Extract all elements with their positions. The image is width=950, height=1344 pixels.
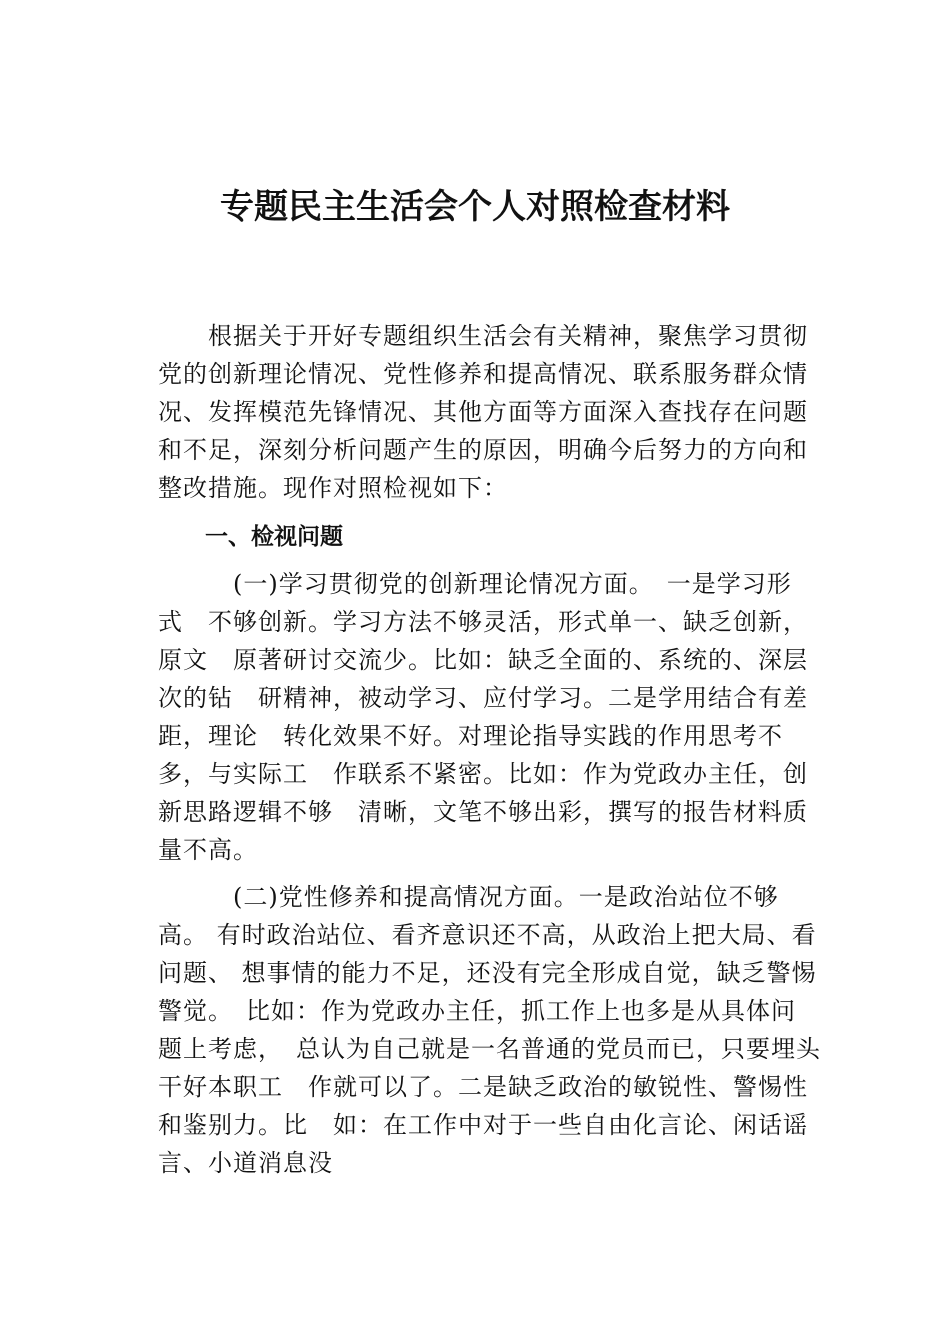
text-line: 言、小道消息没 — [158, 1149, 333, 1177]
intro-paragraph — [158, 317, 834, 507]
text-line: 式 不够创新。学习方法不够灵活，形式单一、缺乏创新， — [158, 608, 808, 636]
intro-text — [158, 317, 834, 507]
text-line: 高。 有时政治站位、看齐意识还不高，从政治上把大局、看 — [158, 921, 817, 949]
document-title: 专题民主生活会个人对照检查材料 — [220, 187, 730, 227]
text-line: 距，理论 转化效果不好。对理论指导实践的作用思考不 — [158, 722, 783, 750]
section-1-paragraph — [158, 565, 834, 869]
text-line: 根据关于开好专题组织生活会有关精神，聚焦学习贯彻 — [158, 322, 808, 350]
section-2-text — [158, 878, 834, 1182]
text-line: 警觉。 比如：作为党政办主任，抓工作上也多是从具体问 — [158, 997, 796, 1025]
section-2-paragraph — [158, 878, 834, 1182]
section-1-text — [158, 565, 834, 869]
section-heading: 一、检视问题 — [205, 524, 343, 550]
text-line: 次的钻 研精神，被动学习、应付学习。二是学用结合有差 — [158, 684, 808, 712]
text-line: 多，与实际工 作联系不紧密。比如：作为党政办主任，创 — [158, 760, 808, 788]
text-line: 问题、 想事情的能力不足，还没有完全形成自觉，缺乏警惕 — [158, 959, 817, 987]
text-line: 新思路逻辑不够 清晰，文笔不够出彩，撰写的报告材料质 — [158, 798, 808, 826]
text-line: 整改措施。现作对照检视如下： — [158, 474, 508, 502]
text-line: 量不高。 — [158, 836, 258, 864]
text-line: (一)学习贯彻党的创新理论情况方面。 一是学习形 — [158, 570, 792, 598]
text-line: 和鉴别力。比 如：在工作中对于一些自由化言论、闲话谣 — [158, 1111, 808, 1139]
text-line: 干好本职工 作就可以了。二是缺乏政治的敏锐性、警惕性 — [158, 1073, 808, 1101]
text-line: 原文 原著研讨交流少。比如：缺乏全面的、系统的、深层 — [158, 646, 808, 674]
text-line: 况、发挥模范先锋情况、其他方面等方面深入查找存在问题 — [158, 398, 808, 426]
text-line: 和不足，深刻分析问题产生的原因，明确今后努力的方向和 — [158, 436, 808, 464]
text-line: 党的创新理论情况、党性修养和提高情况、联系服务群众情 — [158, 360, 808, 388]
text-line: 题上考虑， 总认为自己就是一名普通的党员而已，只要埋头 — [158, 1035, 821, 1063]
text-line: (二)党性修养和提高情况方面。一是政治站位不够 — [158, 883, 779, 911]
